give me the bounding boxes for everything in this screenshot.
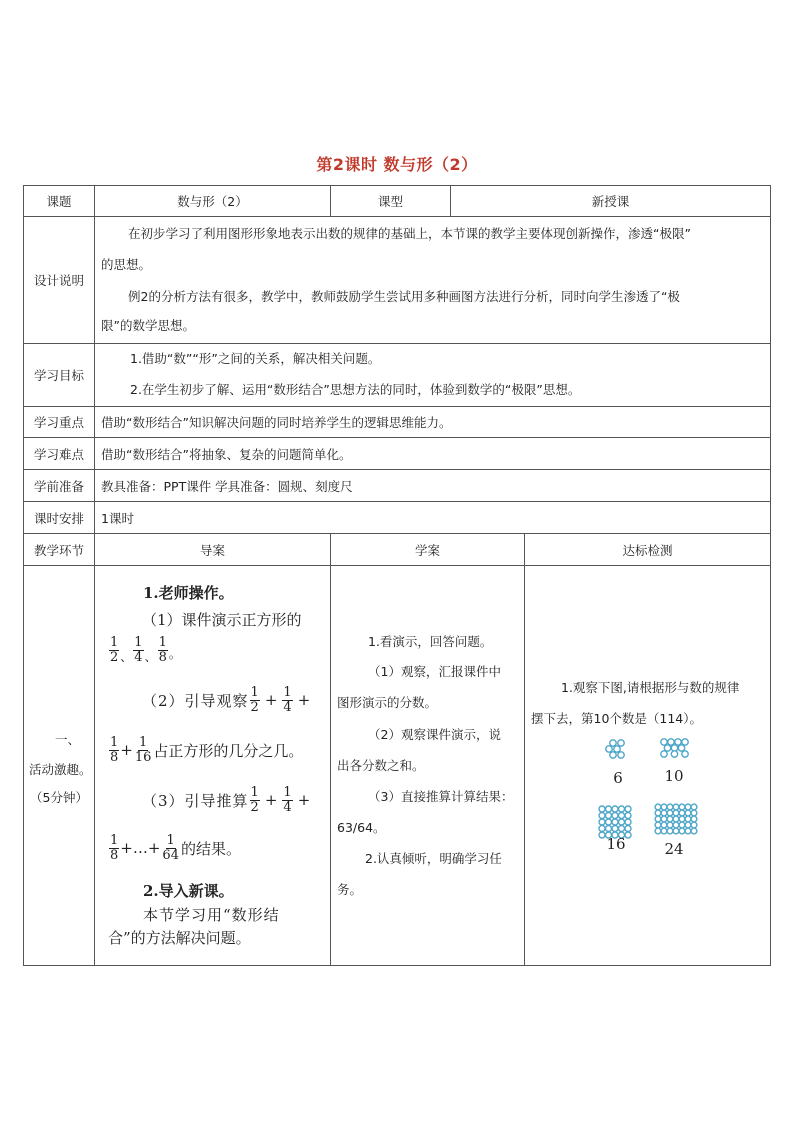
study-line-3: 图形演示的分数。	[337, 695, 438, 710]
guide-sub2-line: （2）引导观察 $\frac{1}{2}$ + $\frac{1}{4}$ +	[142, 685, 311, 715]
fraction-half: $\frac{1}{2}$	[250, 685, 259, 715]
preparation-text: 教具准备：PPT课件 学具准备：圆规、刻度尺	[101, 478, 353, 494]
study-line-6: （3）直接推算计算结果：	[368, 789, 514, 804]
guide-sub3-line2: $\frac{1}{8}$ +…+ $\frac{1}{64}$ 的结果。	[110, 833, 241, 863]
design-para2-line1: 例2的分析方法有很多，教学中，教师鼓励学生尝试用多种画图方法进行分析，同时向学生渗透了“极	[128, 289, 680, 304]
study-line-1: 1.看演示，回答问题。	[368, 634, 493, 649]
fraction-quarter: $\frac{1}{4}$	[134, 635, 143, 665]
pattern-24	[655, 804, 697, 834]
fraction-half: $\frac{1}{2}$	[110, 635, 119, 665]
column-stage: 教学环节	[33, 542, 84, 558]
difficulties-text: 借助“数形结合”将抽象、复杂的问题简单化。	[101, 446, 352, 462]
study-line-5: 出各分数之和。	[337, 758, 425, 773]
goal-item-2: 2.在学生初步了解、运用“数形结合”思想方法的同时，体验到数学的“极限”思想。	[130, 382, 581, 397]
fraction-64: $\frac{1}{64}$	[162, 833, 179, 863]
guide-step2-text2: 合”的方法解决问题。	[108, 929, 251, 947]
dot-pattern-figure	[590, 735, 710, 860]
column-check: 达标检测	[622, 542, 673, 558]
label-schedule: 课时安排	[33, 510, 84, 526]
design-para1-line2: 的思想。	[101, 257, 152, 272]
fraction-quarter: $\frac{1}{4}$	[283, 785, 292, 815]
guide-fractions-list: $\frac{1}{2}$ 、 $\frac{1}{4}$ 、 $\frac{1}{8}$ 。	[110, 635, 181, 665]
study-line-7: 63/64。	[337, 820, 386, 835]
goal-item-1: 1.借助“数”“形”之间的关系，解决相关问题。	[130, 351, 381, 366]
pattern-label-10: 10	[664, 767, 684, 785]
label-goals: 学习目标	[33, 368, 84, 383]
label-difficulties: 学习难点	[33, 446, 84, 462]
column-study: 学案	[414, 542, 440, 558]
label-key-points: 学习重点	[33, 415, 84, 430]
fraction-eighth: $\frac{1}{8}$	[158, 635, 167, 665]
topic-value: 数与形（2）	[177, 194, 248, 209]
study-line-8: 2.认真倾听，明确学习任	[365, 851, 502, 866]
design-para1-line1: 在初步学习了利用图形形象地表示出数的规律的基础上，本节课的教学主要体现创新操作，渗透“极限”	[128, 226, 691, 241]
guide-step2-title: 2.导入新课。	[143, 882, 234, 900]
schedule-text: 1课时	[101, 510, 134, 526]
type-value: 新授课	[591, 194, 630, 209]
fraction-eighth: $\frac{1}{8}$	[110, 833, 119, 863]
column-guide: 导案	[199, 542, 225, 558]
fraction-eighth: $\frac{1}{8}$	[110, 735, 119, 765]
guide-step2-text1: 本节学习用“数形结	[143, 906, 280, 924]
study-line-4: （2）观察课件演示，说	[368, 727, 501, 742]
fraction-half: $\frac{1}{2}$	[250, 785, 259, 815]
label-preparation: 学前准备	[33, 478, 84, 494]
pattern-label-16: 16	[606, 835, 626, 853]
label-topic: 课题	[46, 194, 72, 209]
guide-step1-sub1: （1）课件演示正方形的	[142, 611, 302, 629]
stage-line-1: 一、	[55, 732, 81, 747]
stage-line-2: 活动激趣。	[29, 762, 92, 777]
study-line-9: 务。	[337, 882, 363, 897]
guide-sub2-line2: $\frac{1}{8}$ + $\frac{1}{16}$ 占正方形的几分之几。	[110, 735, 304, 765]
guide-sub3-line: （3）引导推算 $\frac{1}{2}$ + $\frac{1}{4}$ +	[142, 785, 311, 815]
stage-line-3: （5分钟）	[30, 790, 88, 805]
fraction-quarter: $\frac{1}{4}$	[283, 685, 292, 715]
label-design: 设计说明	[33, 273, 84, 288]
pattern-16	[599, 806, 631, 838]
key-points-text: 借助“数形结合”知识解决问题的同时培养学生的逻辑思维能力。	[101, 415, 452, 430]
pattern-label-24: 24	[664, 840, 684, 858]
label-type: 课型	[377, 194, 403, 209]
check-line-2: 摆下去，第10个数是（114）。	[531, 711, 703, 726]
design-para2-line2: 限”的数学思想。	[101, 318, 195, 333]
page-title: 第2课时 数与形（2）	[316, 155, 478, 174]
pattern-10	[661, 739, 688, 757]
pattern-6	[606, 737, 624, 758]
check-line-1: 1.观察下图,请根据形与数的规律	[561, 680, 740, 695]
study-line-2: （1）观察，汇报课件中	[368, 664, 501, 679]
guide-step1-title: 1.老师操作。	[143, 584, 234, 602]
fraction-sixteenth: $\frac{1}{16}$	[134, 735, 152, 765]
pattern-label-6: 6	[613, 769, 623, 787]
